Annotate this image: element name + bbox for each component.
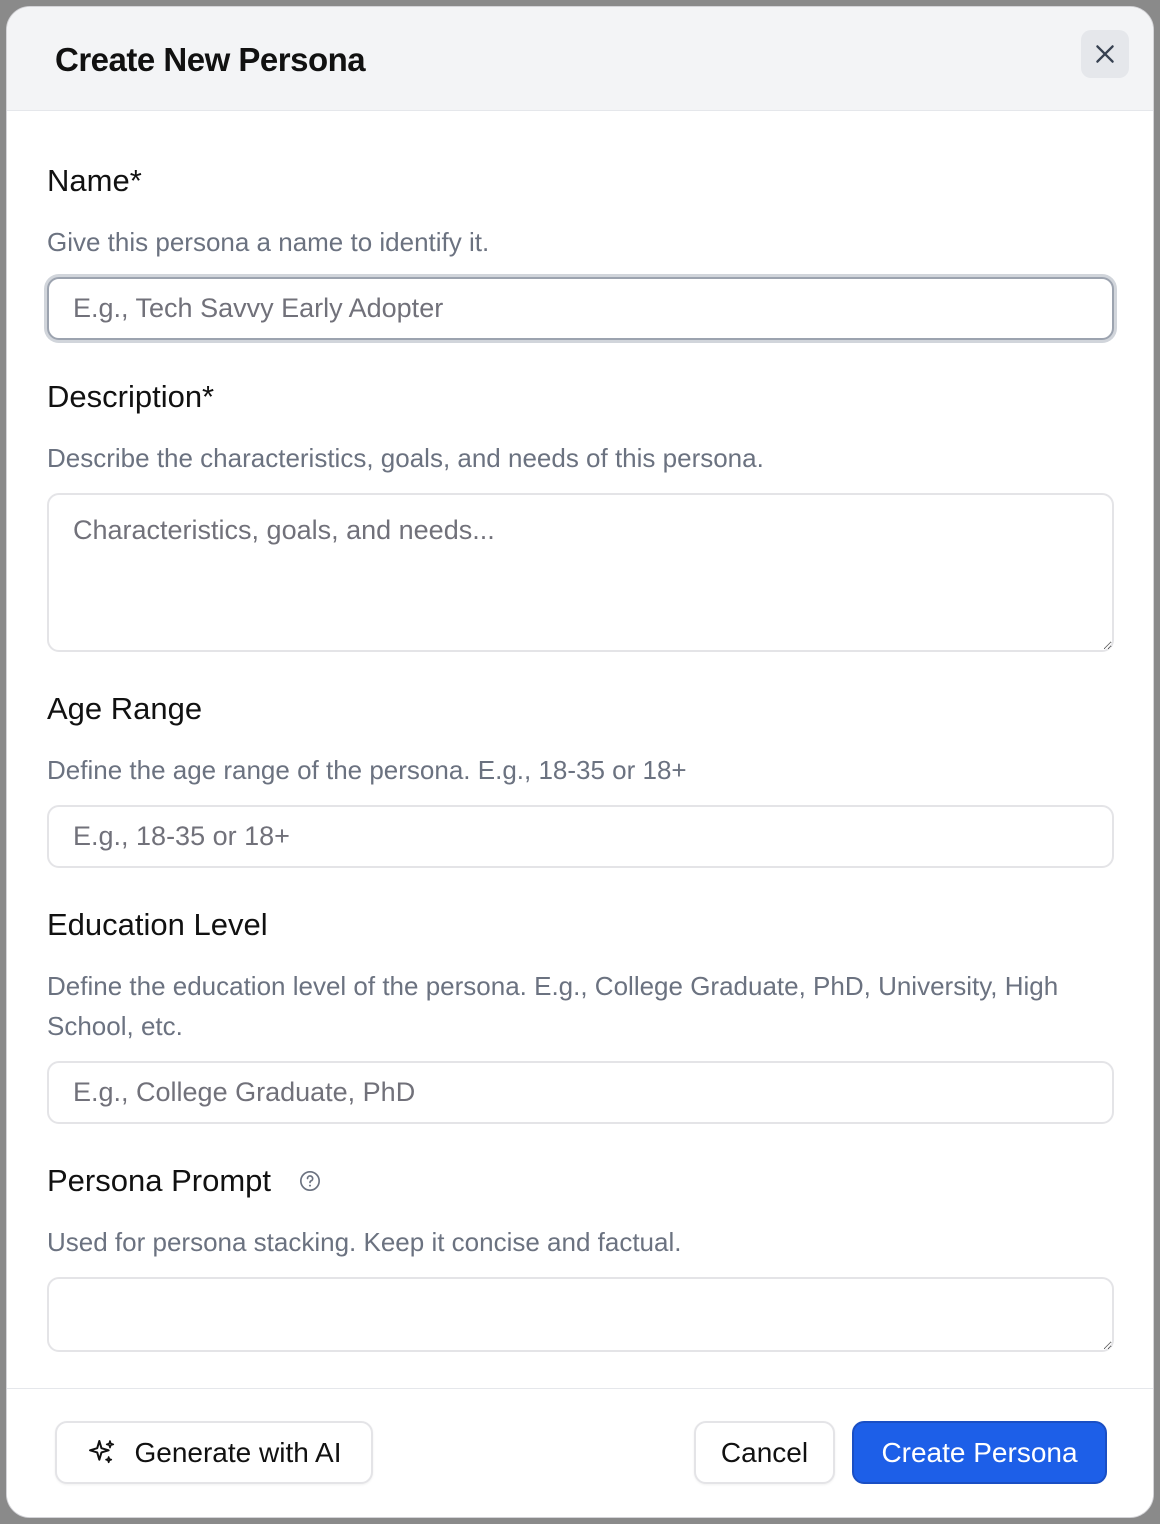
generate-with-ai-label: Generate with AI	[134, 1436, 342, 1468]
persona-prompt-textarea[interactable]	[47, 1277, 1114, 1352]
name-help-text: Give this persona a name to identify it.	[47, 227, 490, 257]
name-input[interactable]	[47, 277, 1114, 340]
dialog-header	[7, 7, 1153, 111]
close-button[interactable]	[1081, 30, 1129, 78]
persona-prompt-label: Persona Prompt	[47, 1163, 271, 1198]
name-label: Name*	[47, 163, 142, 198]
age-range-label: Age Range	[47, 691, 203, 726]
description-textarea[interactable]	[47, 493, 1114, 652]
generate-with-ai-button[interactable]	[55, 1421, 373, 1484]
education-level-label: Education Level	[47, 907, 268, 942]
dialog-body	[7, 111, 1153, 1390]
cancel-button[interactable]: Cancel	[694, 1421, 835, 1484]
dialog-footer	[7, 1388, 1153, 1517]
education-level-help-text: Define the education level of the persona. E.g., College Graduate, PhD, University, High School, etc.	[47, 971, 1059, 1041]
education-level-input[interactable]	[47, 1061, 1114, 1124]
create-persona-button[interactable]: Create Persona	[852, 1421, 1107, 1484]
description-help-text: Describe the characteristics, goals, and needs of this persona.	[47, 443, 764, 473]
create-persona-dialog	[6, 6, 1154, 1518]
question-circle-icon[interactable]	[299, 1170, 321, 1192]
persona-prompt-help-text: Used for persona stacking. Keep it concise and factual.	[47, 1227, 682, 1257]
age-range-input[interactable]	[47, 805, 1114, 868]
description-label: Description*	[47, 379, 215, 414]
age-range-help-text: Define the age range of the persona. E.g., 18-35 or 18+	[47, 755, 687, 785]
sparkles-icon	[86, 1437, 118, 1469]
dialog-title: Create New Persona	[55, 41, 366, 78]
close-icon	[1092, 41, 1118, 67]
